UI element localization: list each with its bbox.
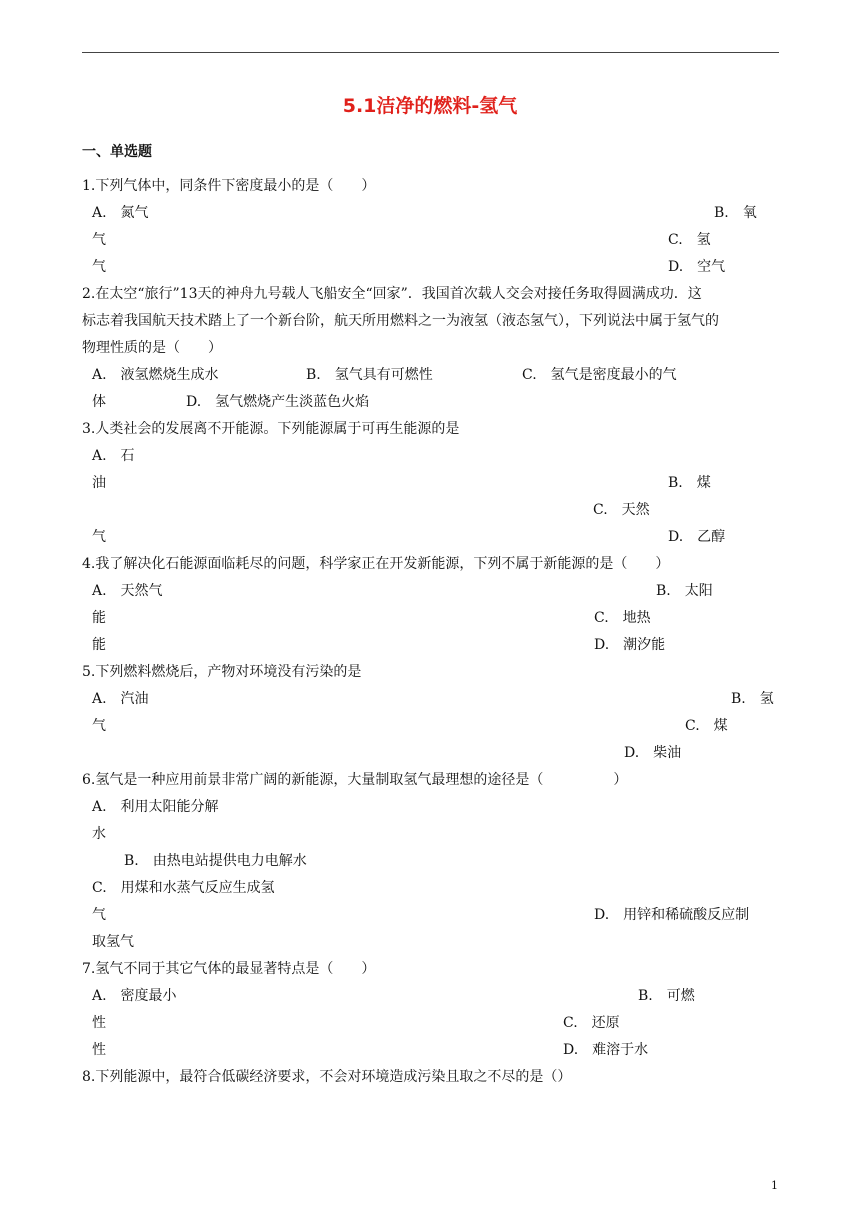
- question-6-option-d: D. 用锌和稀硫酸反应制: [594, 907, 750, 923]
- question-4-option-d: D. 潮汐能: [594, 637, 666, 653]
- question-1-option-a: A. 氮气: [92, 205, 149, 221]
- question-5-option-b-cont: 气: [92, 718, 106, 734]
- question-2-line-1: 2.在太空“旅行”13天的神舟九号载人飞船安全“回家”．我国首次载人交会对接任务取得圆满成功．这: [82, 286, 702, 302]
- question-7-stem: 7.氢气不同于其它气体的最显著特点是（ ）: [82, 961, 376, 977]
- question-6-option-b: B. 由热电站提供电力电解水: [124, 853, 307, 869]
- question-7-option-d: D. 难溶于水: [563, 1042, 649, 1058]
- question-2-line-3: 物理性质的是（ ）: [82, 340, 222, 356]
- question-2-option-b: B. 氢气具有可燃性: [306, 367, 433, 383]
- question-4-option-b-cont: 能: [92, 610, 106, 626]
- page-number: 1: [771, 1179, 778, 1192]
- question-3-option-a-cont: 油: [92, 475, 106, 491]
- page-title: 5.1洁净的燃料-氢气: [342, 95, 518, 117]
- question-4-option-c-cont: 能: [92, 637, 106, 653]
- question-6-stem: 6.氢气是一种应用前景非常广阔的新能源，大量制取氢气最理想的途径是（ ）: [82, 772, 628, 788]
- question-6-option-a: A. 利用太阳能分解: [92, 799, 219, 815]
- question-6-option-a-cont: 水: [92, 826, 106, 842]
- question-3-option-b: B. 煤: [668, 475, 711, 491]
- question-1-option-c: C. 氢: [668, 232, 711, 248]
- question-4-option-c: C. 地热: [594, 610, 651, 626]
- question-7-option-a: A. 密度最小: [92, 988, 177, 1004]
- question-1-option-b: B. 氧: [714, 205, 757, 221]
- question-3-option-a: A. 石: [92, 448, 135, 464]
- question-4-stem: 4.我了解决化石能源面临耗尽的问题，科学家正在开发新能源，下列不属于新能源的是（ ）: [82, 556, 670, 572]
- question-2-option-c: C. 氢气是密度最小的气: [522, 367, 677, 383]
- question-1-stem: 1.下列气体中，同条件下密度最小的是（ ）: [82, 178, 376, 194]
- question-5-stem: 5.下列燃料燃烧后，产物对环境没有污染的是: [82, 664, 362, 680]
- question-3-option-c: C. 天然: [593, 502, 650, 518]
- question-5-option-d: D. 柴油: [624, 745, 682, 761]
- question-7-option-b: B. 可燃: [638, 988, 695, 1004]
- question-5-option-b: B. 氢: [731, 691, 774, 707]
- question-2-option-c-cont: 体: [92, 394, 106, 410]
- question-4-option-a: A. 天然气: [92, 583, 163, 599]
- question-1-option-b-cont: 气: [92, 232, 106, 248]
- section-heading: 一、单选题: [82, 144, 152, 160]
- question-6-option-d-cont: 取氢气: [92, 934, 134, 950]
- question-4-option-b: B. 太阳: [656, 583, 713, 599]
- question-5-option-c: C. 煤: [685, 718, 728, 734]
- question-1-option-c-cont: 气: [92, 259, 106, 275]
- question-3-option-c-cont: 气: [92, 529, 106, 545]
- question-5-option-a: A. 汽油: [92, 691, 149, 707]
- question-6-option-c-cont: 气: [92, 907, 106, 923]
- question-3-stem: 3.人类社会的发展离不开能源。下列能源属于可再生能源的是: [82, 421, 460, 437]
- question-8-stem: 8.下列能源中，最符合低碳经济要求，不会对环境造成污染且取之不尽的是（）: [82, 1069, 572, 1085]
- question-6-option-c: C. 用煤和水蒸气反应生成氢: [92, 880, 275, 896]
- question-2-line-2: 标志着我国航天技术踏上了一个新台阶，航天所用燃料之一为液氢（液态氢气），下列说法中属于氢气的: [82, 313, 719, 329]
- question-7-option-c-cont: 性: [92, 1042, 106, 1058]
- question-3-option-d: D. 乙醇: [668, 529, 726, 545]
- question-7-option-b-cont: 性: [92, 1015, 106, 1031]
- header-rule: [82, 52, 779, 53]
- question-1-option-d: D. 空气: [668, 259, 726, 275]
- question-7-option-c: C. 还原: [563, 1015, 620, 1031]
- question-2-option-d: D. 氢气燃烧产生淡蓝色火焰: [186, 394, 370, 410]
- question-2-option-a: A. 液氢燃烧生成水: [92, 367, 219, 383]
